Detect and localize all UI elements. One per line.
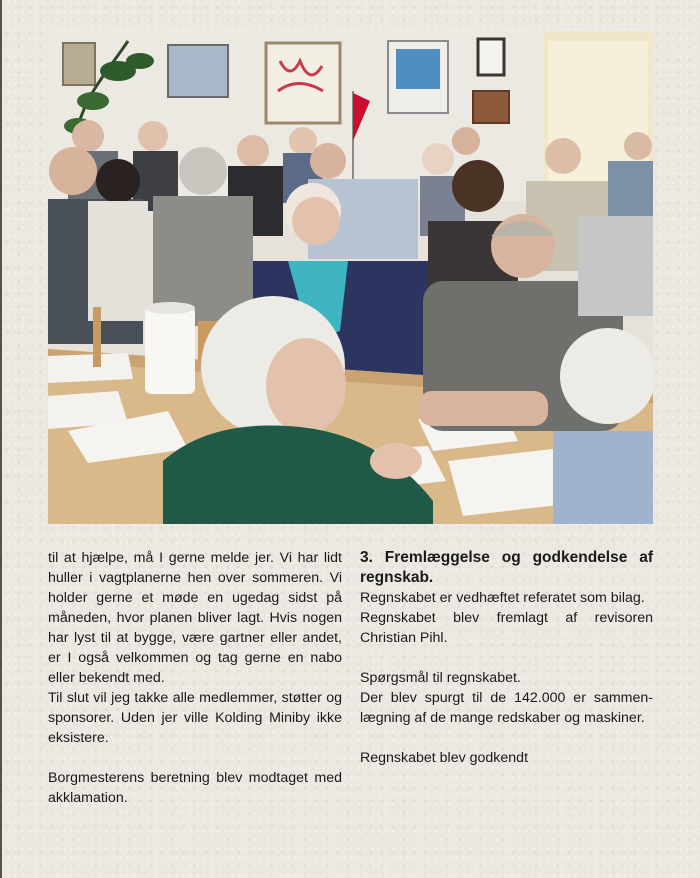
line-attached: Regnskabet er vedhæftet referatet som bilag. <box>360 590 645 606</box>
page-edge <box>0 0 2 878</box>
paragraph-mayor-report: Borgmesterens beretning blev modtaget med akklamation. <box>48 770 342 806</box>
right-text-column <box>360 548 653 768</box>
line-questions: Spørgsmål til regnskabet. <box>360 670 521 686</box>
paragraph-volunteers: til at hjælpe, må I gerne melde jer. Vi har lidt huller i vagtplanerne hen over sommeren. Vi holder gerne et møde en ugedag sidst på måneden, hvor planen bliver lagt. Hvis nogen har lyst til at bygge, være gartner eller andet, er I også velkommen og tag gerne en nabo eller bekendt med. <box>48 550 342 686</box>
section-heading: 3. Fremlæggelse og godkendelse af regnskab. <box>360 549 653 586</box>
line-presented: Regnskabet blev fremlagt af revisoren Christian Pihl. <box>360 610 653 646</box>
line-approved: Regnskabet blev godkendt <box>360 750 529 766</box>
left-text-column <box>48 548 342 808</box>
line-asked-about: Der blev spurgt til de 142.000 er sammen-lægning af de mange redskaber og maskiner. <box>360 690 653 726</box>
paragraph-thanks: Til slut vil jeg takke alle medlemmer, støtter og sponsorer. Uden jer ville Kolding Miniby ikke eksistere. <box>48 690 342 746</box>
meeting-photo <box>48 31 653 524</box>
